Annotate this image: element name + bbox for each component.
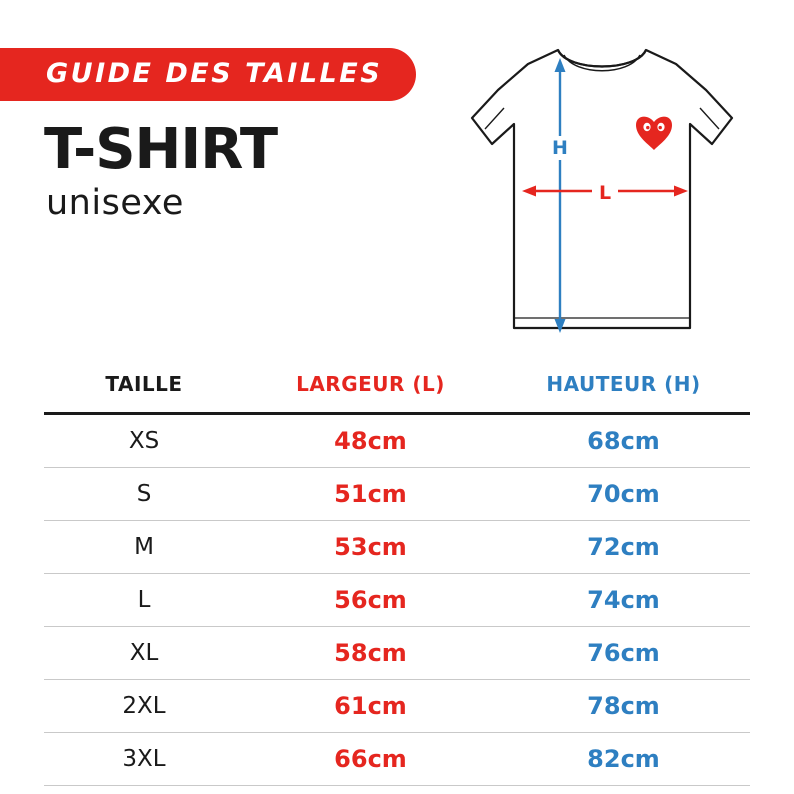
table-row — [44, 574, 750, 627]
cell-width: 58cm — [334, 639, 407, 667]
table-row — [44, 468, 750, 521]
cell-height: 74cm — [587, 586, 660, 614]
size-table — [44, 372, 750, 786]
page-subtitle: unisexe — [46, 183, 184, 223]
cell-width: 48cm — [244, 414, 497, 468]
column-header-size: TAILLE — [105, 372, 183, 396]
cell-width: 51cm — [334, 480, 407, 508]
cell-size: M — [134, 534, 154, 560]
table-row — [44, 521, 750, 574]
column-header-height: HAUTEUR (H) — [546, 372, 701, 396]
cell-size: S — [136, 481, 152, 507]
table-row — [44, 733, 750, 786]
tshirt-diagram — [440, 28, 770, 348]
cell-height: 68cm — [497, 414, 750, 468]
cell-size: 3XL — [122, 746, 166, 772]
cell-height: 82cm — [587, 745, 660, 773]
cell-size: XL — [129, 640, 159, 666]
cell-width: 61cm — [334, 692, 407, 720]
page-title: T-SHIRT — [44, 117, 278, 182]
cell-size: XS — [44, 414, 244, 468]
length-label: L — [598, 182, 612, 204]
table-row — [44, 680, 750, 733]
column-header-width: LARGEUR (L) — [296, 372, 445, 396]
table-row — [44, 627, 750, 680]
cell-width: 56cm — [334, 586, 407, 614]
cell-width: 53cm — [334, 533, 407, 561]
cell-size: 2XL — [122, 693, 166, 719]
cell-height: 70cm — [587, 480, 660, 508]
cell-height: 76cm — [587, 639, 660, 667]
cell-height: 72cm — [587, 533, 660, 561]
cell-size: L — [137, 587, 151, 613]
height-label: H — [552, 137, 568, 159]
guide-badge: GUIDE DES TAILLES — [0, 48, 416, 101]
table-row — [44, 414, 750, 468]
cell-width: 66cm — [334, 745, 407, 773]
cell-height: 78cm — [587, 692, 660, 720]
table-header-row — [44, 372, 750, 414]
